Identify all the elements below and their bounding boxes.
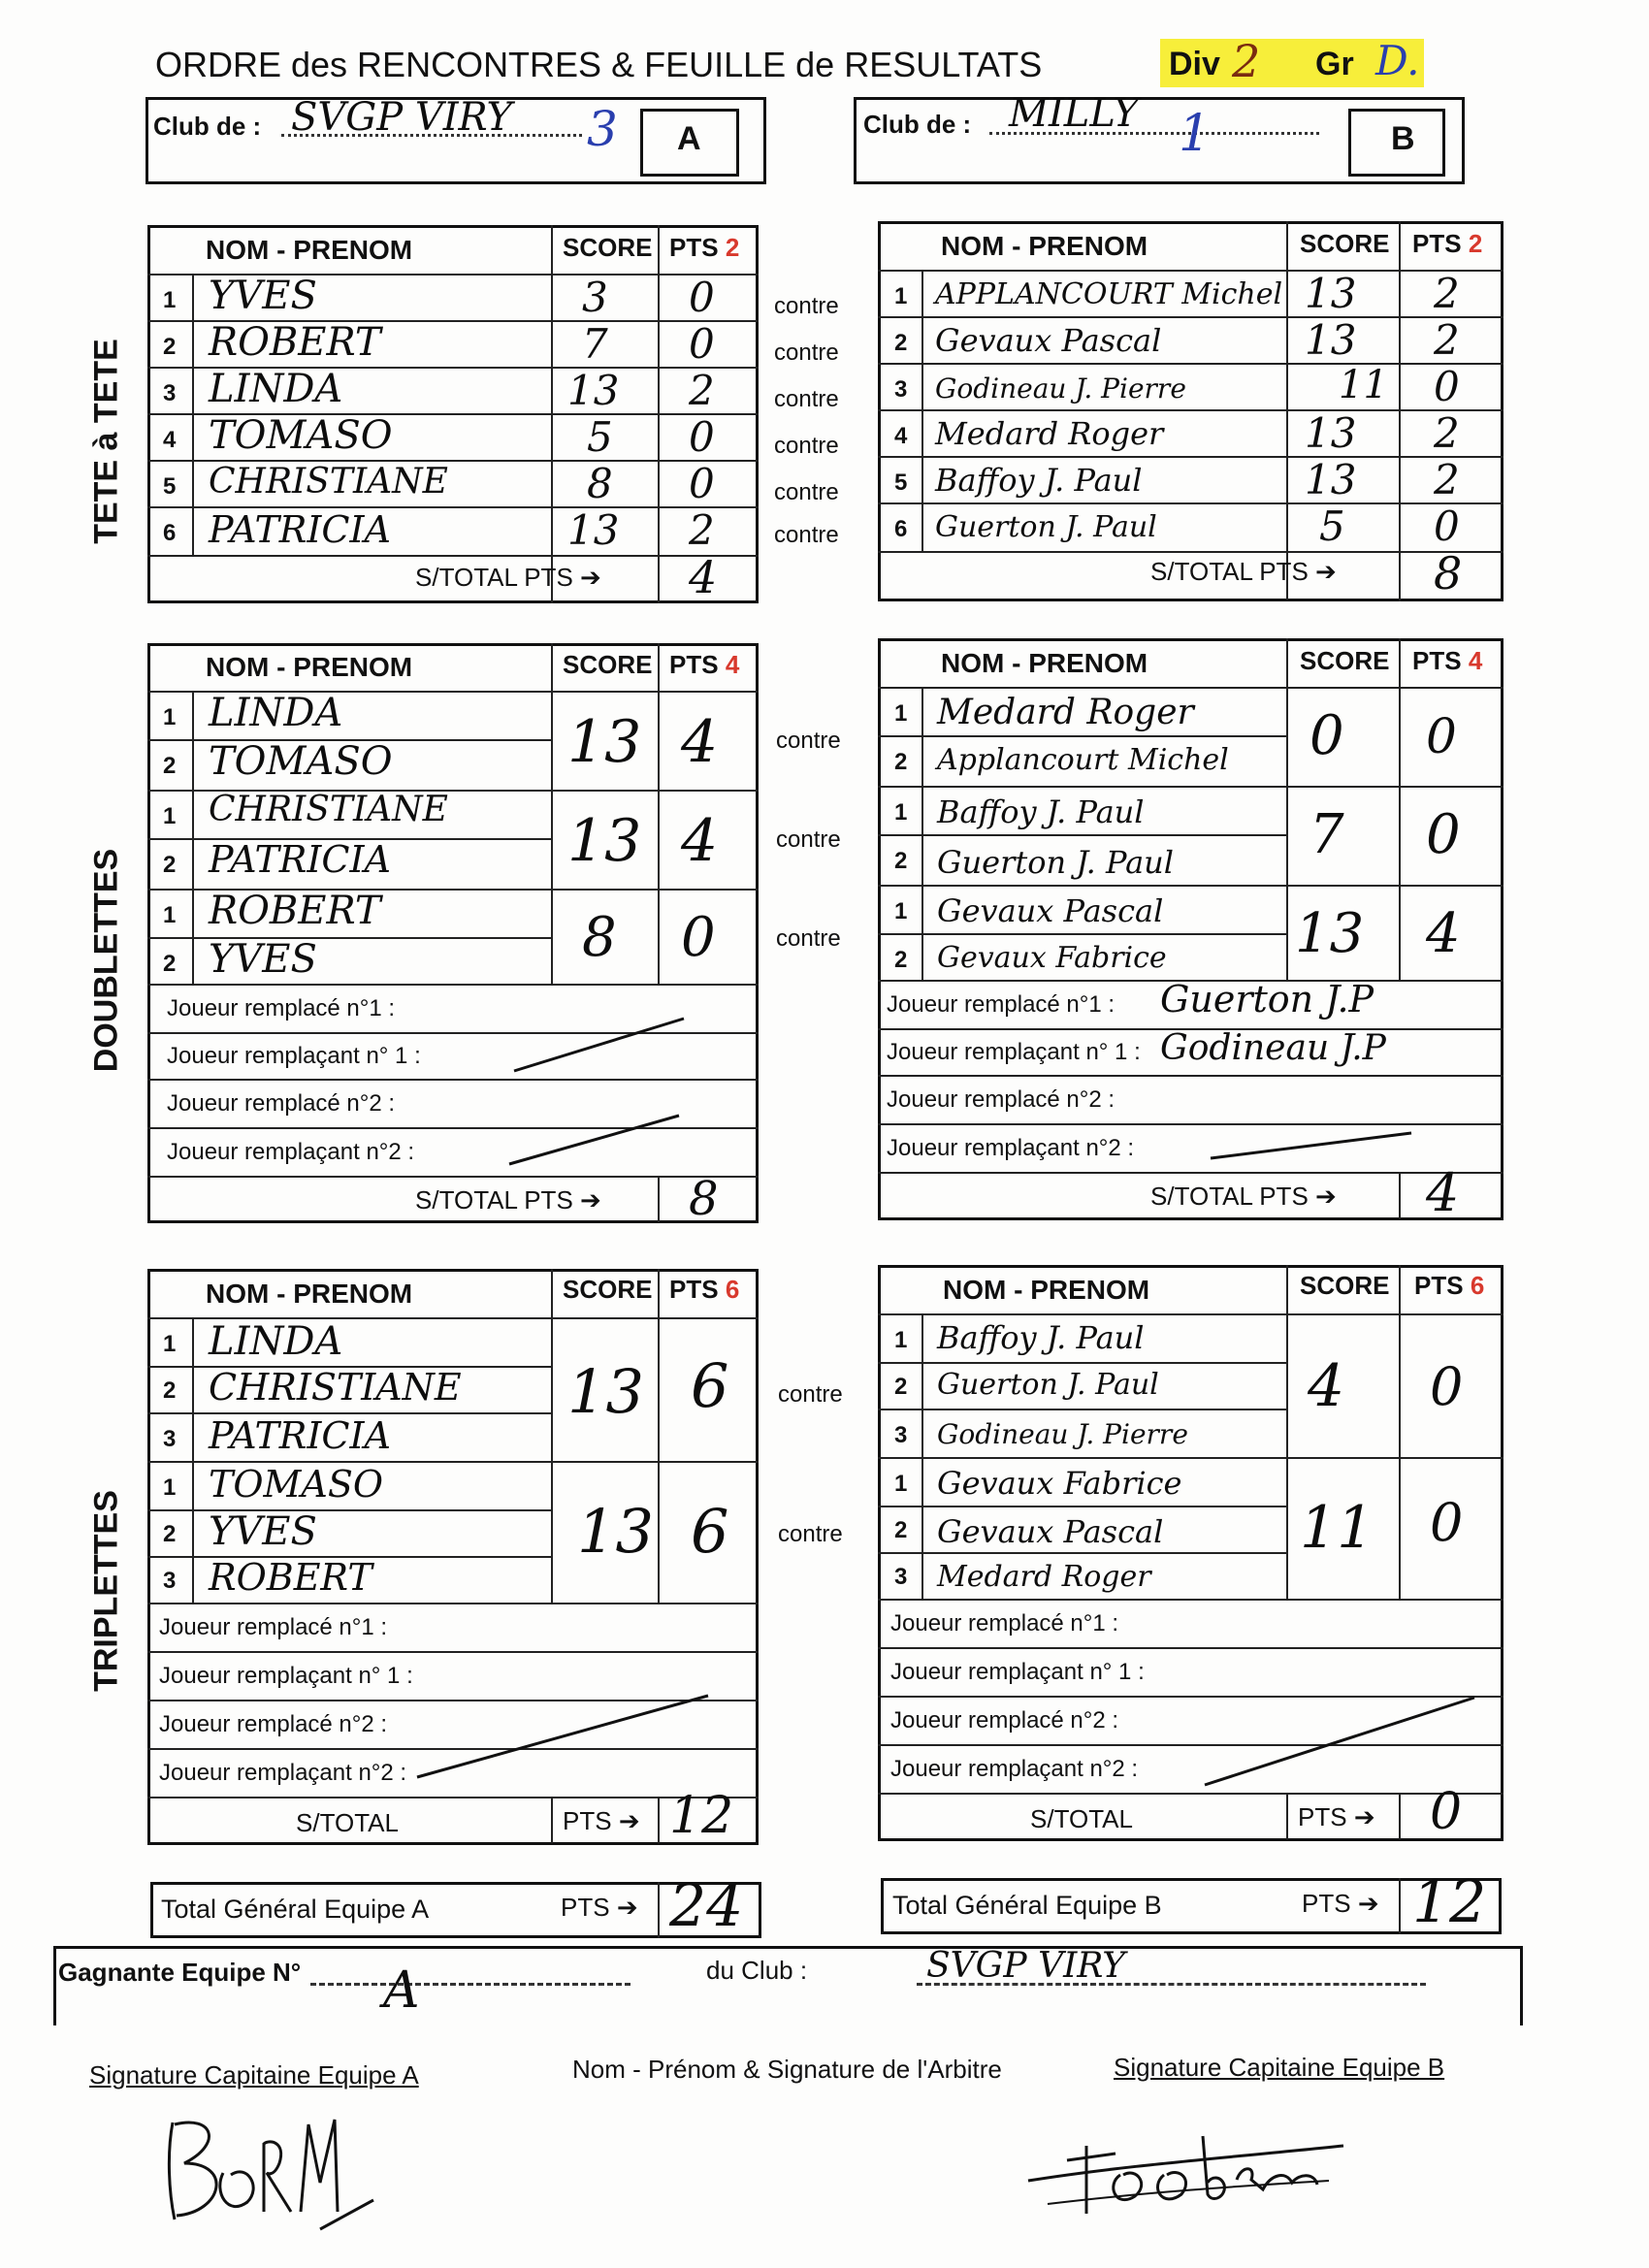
trip-b-hline [878,1506,1286,1507]
tete-b-hline [878,456,1504,458]
tete-a-hline [147,555,759,557]
trip-b-vline-score [1286,1265,1288,1599]
doub-b-remp1: Joueur remplaçant n° 1 : [887,1039,1141,1065]
tete-b-stotal-value: 8 [1434,547,1463,599]
contre-label: contre [774,479,839,505]
doub-b-num: 1 [894,898,908,924]
trip-a-stotal-value: 12 [669,1787,734,1845]
arrow-icon: ➔ [1357,1889,1379,1918]
pts-max: 4 [1468,646,1483,675]
trip-a-remp1: Joueur remplaçant n° 1 : [159,1663,413,1689]
doub-a-remp1: Joueur remplaçant n° 1 : [167,1043,421,1069]
doub-b-remp1-value: Godineau J.P [1160,1028,1386,1068]
doub-a-player: ROBERT [209,889,381,933]
doub-b-pts: 4 [1426,902,1461,965]
tete-a-score: 13 [567,506,620,554]
doub-a-remp2: Joueur remplaçant n°2 : [167,1139,415,1165]
trip-a-num: 3 [163,1568,177,1594]
total-b-pts-label [1302,1889,1379,1919]
doub-b-player: Gevaux Pascal [937,892,1164,929]
pts-label: PTS [1412,646,1462,675]
trip-b-player: Medard Roger [937,1560,1151,1594]
doub-a-vline-total [658,1176,660,1222]
doub-b-vline-pts [1399,638,1401,980]
doub-a-stotal-label [415,1185,601,1215]
doub-b-score: 7 [1310,803,1344,866]
trip-b-rep1: Joueur remplacé n°1 : [890,1610,1119,1636]
doub-a-header-nom: NOM - PRENOM [206,652,413,682]
trip-a-num: 2 [163,1521,177,1547]
tete-a-header-pts [669,233,739,263]
doub-b-stotal-value: 4 [1426,1162,1460,1223]
doub-a-num: 1 [163,902,177,928]
tete-b-header-score: SCORE [1300,229,1390,258]
tete-b-hline [878,409,1504,411]
tete-a-num: 3 [163,380,177,406]
trip-b-num: 3 [894,1564,908,1590]
trip-a-num: 3 [163,1426,177,1452]
trip-b-pts: 0 [1430,1492,1464,1553]
doub-a-num: 2 [163,753,177,779]
trip-a-header-nom: NOM - PRENOM [206,1279,413,1309]
doub-b-hline [878,786,1504,788]
group-value: D. [1375,37,1420,84]
doub-a-stotal-value: 8 [689,1172,719,1226]
doub-b-hline [878,834,1286,836]
tete-a-score: 13 [567,367,620,414]
doub-b-num: 2 [894,749,908,775]
club-b-name: MILLY [1009,91,1139,136]
winner-club-label: du Club : [706,1956,808,1985]
trip-b-remp1: Joueur remplaçant n° 1 : [890,1659,1145,1685]
trip-a-num: 1 [163,1474,177,1501]
doub-a-pts: 4 [681,807,719,875]
tete-b-name: Baffoy J. Paul [935,462,1143,499]
trip-a-player: LINDA [209,1319,343,1364]
tete-b-score: 13 [1305,456,1357,503]
trip-a-vline-num [192,1317,194,1603]
tete-a-name: PATRICIA [209,508,391,551]
tete-a-name: LINDA [209,367,343,411]
tete-b-pts: 2 [1434,409,1460,457]
trip-a-player: PATRICIA [209,1414,391,1457]
div-value: 2 [1232,35,1261,87]
tete-b-stotal-label [1150,557,1337,587]
doub-a-vline-num [192,691,194,984]
tete-b-hline [878,363,1504,365]
doub-b-player: Applancourt Michel [937,743,1229,777]
trip-b-player: Godineau J. Pierre [937,1418,1188,1450]
contre-label: contre [776,728,841,754]
doub-b-vline-total [1399,1172,1401,1218]
doub-b-rep2: Joueur remplacé n°2 : [887,1086,1116,1113]
tete-b-score: 13 [1305,316,1357,364]
doub-b-remp2: Joueur remplaçant n°2 : [887,1135,1135,1161]
tete-b-name: APPLANCOURT Michel [935,277,1283,311]
contre-label: contre [774,293,839,319]
contre-label: contre [776,925,841,952]
doub-a-rep2: Joueur remplacé n°2 : [167,1090,396,1117]
trip-a-vline-score [551,1269,553,1603]
trip-a-rep1: Joueur remplacé n°1 : [159,1614,388,1640]
total-b-divider [1399,1878,1401,1934]
stotal-text: S/TOTAL PTS [415,563,573,592]
tete-b-num: 1 [894,283,908,309]
tete-b-header-pts [1412,229,1482,259]
total-a-divider [658,1882,660,1938]
tete-a-header-score: SCORE [563,233,653,262]
doub-a-num: 2 [163,852,177,878]
tete-b-score: 13 [1305,409,1357,457]
trip-a-player: CHRISTIANE [209,1366,462,1409]
doub-b-pts: 0 [1426,708,1457,764]
tete-b-name: Gevaux Pascal [935,322,1162,359]
trip-b-player: Gevaux Fabrice [937,1465,1182,1502]
trip-a-vline-total1 [551,1797,553,1843]
arrow-icon: ➔ [1315,1182,1337,1211]
trip-b-vline-total2 [1399,1793,1401,1839]
tete-b-hline [878,316,1504,318]
tete-a-name: TOMASO [209,413,393,458]
trip-b-pts-label [1298,1802,1375,1832]
doub-a-hline [147,984,759,986]
tete-a-header-nom: NOM - PRENOM [206,235,413,265]
trip-b-vline-pts [1399,1265,1401,1599]
pts-max: 2 [1468,229,1483,258]
doub-a-player: YVES [209,937,317,982]
doub-a-strike [485,1009,698,1174]
page-title: ORDRE des RENCONTRES & FEUILLE de RESULTATS [155,45,1043,84]
doub-b-num: 2 [894,947,908,973]
doub-b-num: 1 [894,700,908,727]
tete-a-stotal-label [415,563,601,593]
trip-b-pts: 0 [1430,1356,1464,1417]
doub-b-header-nom: NOM - PRENOM [941,648,1148,678]
doub-b-rep1-value: Guerton J.P [1160,978,1374,1021]
doub-b-hline [878,1075,1504,1077]
tete-a-num: 2 [163,334,177,360]
trip-a-num: 2 [163,1377,177,1404]
doub-a-header-score: SCORE [563,650,653,679]
pts-label: PTS [669,650,719,679]
club-a-label: Club de : [153,112,262,141]
tete-b-num: 5 [894,470,908,496]
tete-a-num: 1 [163,287,177,313]
trip-b-score: 4 [1308,1352,1345,1420]
trip-b-header-score: SCORE [1300,1271,1390,1300]
trip-b-remp2: Joueur remplaçant n°2 : [890,1756,1139,1782]
doub-a-header-pts [669,650,739,680]
tete-a-pts: 0 [689,274,715,321]
trip-a-pts-label [563,1806,640,1836]
trip-b-num: 2 [894,1517,908,1543]
pts-label: PTS [1302,1889,1351,1918]
doub-a-player: TOMASO [209,739,393,784]
doub-a-score: 8 [582,906,617,969]
trip-b-hline [878,1362,1286,1364]
tete-a-stotal-value: 4 [689,551,718,603]
doub-a-score: 13 [567,708,642,776]
arrow-icon: ➔ [580,1185,601,1215]
trip-b-hline [878,1409,1286,1410]
trip-b-num: 1 [894,1471,908,1497]
contre-label: contre [774,386,839,412]
doub-b-pts: 0 [1426,803,1461,866]
doub-b-hline [878,933,1286,935]
tete-b-pts: 2 [1434,456,1460,503]
pts-max: 4 [725,650,740,679]
tete-a-pts: 2 [689,367,715,414]
trip-b-vline-total1 [1286,1793,1288,1839]
tete-a-score: 5 [587,413,613,461]
pts-label: PTS [561,1893,610,1922]
trip-b-player: Baffoy J. Paul [937,1319,1145,1356]
arrow-icon: ➔ [1353,1802,1375,1831]
tete-b-name: Godineau J. Pierre [935,373,1186,405]
doub-b-header-score: SCORE [1300,646,1390,675]
trip-b-player: Gevaux Pascal [937,1513,1164,1550]
doub-a-rep1: Joueur remplacé n°1 : [167,995,396,1021]
doub-b-player: Guerton J. Paul [937,844,1175,881]
tete-b-num: 2 [894,330,908,356]
doub-a-player: PATRICIA [209,838,391,881]
group-label: Gr [1315,46,1354,82]
trip-a-score: 13 [567,1356,644,1427]
trip-b-vline-num [922,1313,923,1599]
contre-label: contre [774,522,839,548]
total-a-value: 24 [669,1872,744,1940]
trip-b-num: 1 [894,1327,908,1353]
pts-max: 2 [725,233,740,262]
sig-cap-b-label: Signature Capitaine Equipe B [1114,2053,1445,2082]
doub-a-hline [147,1176,759,1178]
tete-b-name: Medard Roger [935,415,1164,452]
trip-b-header-pts [1414,1271,1484,1301]
tete-b-num: 6 [894,516,908,542]
trip-a-vline-total2 [658,1797,660,1843]
trip-a-hline [147,1603,759,1604]
doub-b-num: 1 [894,799,908,826]
pts-label: PTS [1412,229,1462,258]
stotal-text: S/TOTAL PTS [1150,557,1309,586]
tete-b-hline [878,551,1504,553]
trip-b-header-nom: NOM - PRENOM [943,1275,1150,1305]
tete-b-vline-pts [1399,221,1401,601]
doub-a-player: CHRISTIANE [209,790,448,829]
trip-a-player: TOMASO [209,1463,384,1506]
doub-a-vline-pts [658,643,660,985]
trip-b-stotal-label: S/TOTAL [1030,1804,1133,1833]
doub-a-score: 13 [567,807,642,875]
trip-a-header-pts [669,1275,739,1305]
contre-label: contre [774,340,839,366]
tete-a-num: 4 [163,427,177,453]
tete-b-num: 4 [894,423,908,449]
sig-cap-a-label: Signature Capitaine Equipe A [89,2060,419,2090]
tete-a-name: YVES [209,274,317,318]
arrow-icon: ➔ [618,1806,640,1835]
trip-b-hline [878,1457,1504,1459]
tete-b-pts: 2 [1434,270,1460,317]
winner-value: A [383,1961,420,2020]
trip-a-vline-pts [658,1269,660,1603]
club-b-letter: B [1391,120,1415,157]
sig-arbitre-label: Nom - Prénom & Signature de l'Arbitre [572,2055,1002,2084]
trip-b-hline [878,1552,1286,1554]
trip-a-pts: 6 [691,1496,729,1567]
contre-label: contre [774,433,839,459]
total-b-value: 12 [1412,1868,1487,1936]
tete-a-num: 5 [163,473,177,500]
doub-b-rep1: Joueur remplacé n°1 : [887,991,1116,1018]
tete-a-pts: 0 [689,413,715,461]
trip-a-stotal-label: S/TOTAL [296,1808,399,1837]
tete-a-name: CHRISTIANE [209,462,448,502]
club-a-letter: A [677,120,701,157]
signature-b [1009,2107,1358,2233]
side-label-triplettes: TRIPLETTES [87,1490,125,1692]
tete-b-pts: 2 [1434,316,1460,364]
club-a-name: SVGP VIRY [291,95,512,140]
tete-a-num: 6 [163,520,177,546]
side-label-doublettes: DOUBLETTES [87,848,125,1073]
contre-label: contre [778,1381,843,1408]
stotal-text: S/TOTAL PTS [1150,1182,1309,1211]
tete-a-pts: 0 [689,460,715,507]
doub-a-vline-score [551,643,553,985]
pts-label: PTS [563,1806,612,1835]
doub-b-score: 0 [1310,704,1344,767]
tete-b-pts: 0 [1434,363,1460,410]
pts-label: PTS [1298,1802,1347,1831]
trip-b-num: 2 [894,1374,908,1400]
doub-b-hline [878,735,1286,737]
tete-b-hline [878,502,1504,504]
trip-a-player: ROBERT [209,1556,372,1599]
tete-b-header-nom: NOM - PRENOM [941,231,1148,261]
tete-b-score: 5 [1319,502,1345,550]
total-a-label: Total Général Equipe A [161,1895,430,1924]
tete-a-score: 3 [582,274,608,321]
pts-label: PTS [669,1275,719,1304]
trip-a-hline [147,1797,759,1798]
trip-a-hline [147,1651,759,1653]
tete-b-score: 11 [1339,363,1388,407]
tete-a-score: 8 [587,460,613,507]
trip-b-hline [878,1599,1504,1601]
doub-b-hline [878,687,1504,689]
doub-b-strike [1203,1125,1426,1174]
doub-a-num: 2 [163,951,177,977]
doub-b-player: Medard Roger [937,693,1194,732]
doub-a-pts: 0 [681,906,716,969]
signature-a [155,2095,378,2241]
winner-dashes [310,1983,630,1986]
trip-a-num: 1 [163,1331,177,1357]
trip-a-score: 13 [577,1496,654,1567]
trip-b-num: 3 [894,1422,908,1448]
doub-b-player: Gevaux Fabrice [937,941,1167,975]
doub-b-vline-score [1286,638,1288,980]
trip-b-hline [878,1313,1504,1315]
doub-b-score: 13 [1295,902,1365,965]
tete-a-score: 7 [582,320,608,368]
trip-a-strike [407,1688,728,1785]
total-a-pts-label [561,1893,638,1923]
tete-a-name: ROBERT [209,320,381,365]
arrow-icon: ➔ [616,1893,638,1922]
pts-label: PTS [669,233,719,262]
tete-b-name: Guerton J. Paul [935,510,1157,544]
doub-a-pts: 4 [681,708,719,776]
doub-a-num: 1 [163,803,177,829]
doub-a-player: LINDA [209,691,343,735]
doub-b-stotal-label [1150,1182,1337,1212]
club-b-label: Club de : [863,110,972,139]
stotal-text: S/TOTAL PTS [415,1185,573,1215]
club-a-number: 3 [587,101,618,157]
total-b-label: Total Général Equipe B [892,1891,1162,1920]
doub-b-vline-num [922,687,923,980]
trip-a-player: YVES [209,1509,317,1554]
tete-b-score: 13 [1305,270,1357,317]
trip-b-strike [1193,1688,1484,1795]
doub-a-num: 1 [163,704,177,730]
arrow-icon: ➔ [1315,557,1337,586]
tete-a-pts: 0 [689,320,715,368]
contre-label: contre [776,826,841,853]
trip-a-rep2: Joueur remplacé n°2 : [159,1711,388,1737]
winner-club-value: SVGP VIRY [926,1946,1126,1986]
club-b-number: 1 [1179,105,1212,163]
trip-b-stotal-value: 0 [1430,1783,1463,1841]
pts-label: PTS [1414,1271,1464,1300]
doub-b-header-pts [1412,646,1482,676]
side-label-tete: TETE à TETE [87,339,125,544]
pts-max: 6 [1470,1271,1485,1300]
tete-b-pts: 0 [1434,502,1460,550]
pts-max: 6 [725,1275,740,1304]
trip-b-player: Guerton J. Paul [937,1368,1159,1402]
trip-b-hline [878,1647,1504,1649]
doub-b-num: 2 [894,848,908,874]
doub-b-player: Baffoy J. Paul [937,794,1145,830]
div-label: Div [1169,46,1220,82]
contre-label: contre [778,1521,843,1547]
trip-a-pts: 6 [691,1350,729,1421]
trip-a-header-score: SCORE [563,1275,653,1304]
arrow-icon: ➔ [580,563,601,592]
winner-label: Gagnante Equipe N° [58,1958,302,1987]
tete-b-hline [878,270,1504,272]
trip-b-score: 11 [1300,1494,1374,1562]
trip-a-remp2: Joueur remplaçant n°2 : [159,1760,407,1786]
tete-b-num: 3 [894,376,908,403]
doub-b-hline [878,885,1504,887]
tete-a-pts: 2 [689,506,715,554]
trip-b-rep2: Joueur remplacé n°2 : [890,1707,1119,1733]
